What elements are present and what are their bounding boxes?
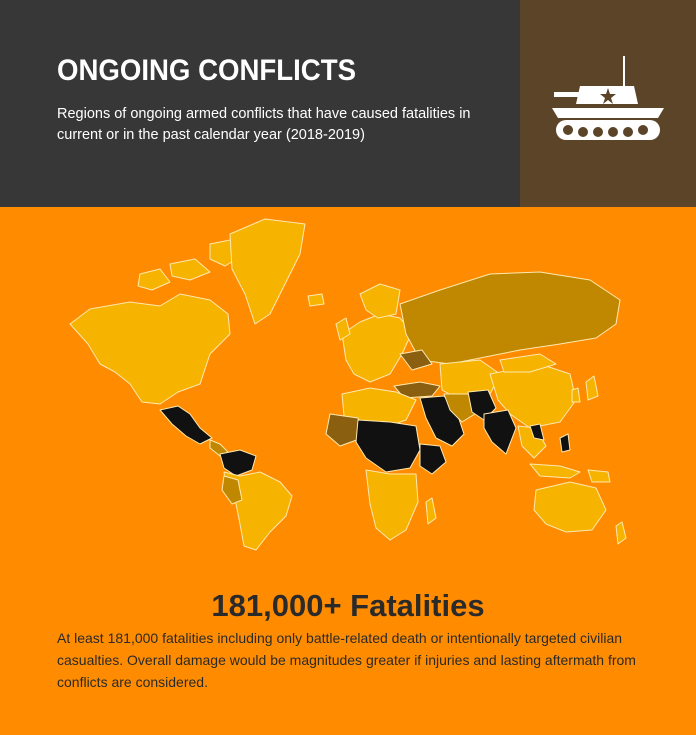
russia [400,272,620,364]
page-title: ONGOING CONFLICTS [57,54,356,87]
world-map [60,214,630,554]
india [484,410,516,454]
europe [342,314,412,382]
central-africa [356,420,420,472]
australia [534,482,606,532]
north-america [70,294,230,404]
fatalities-description: At least 181,000 fatalities including only battle-related death or intentionally targeted civilian casualties. Overall damage would be magnitudes greater if injuries and lasting aftermath from conflicts are considered. [57,630,636,690]
header-title-panel [0,0,520,207]
tank-icon [548,56,668,146]
page-subtitle: Regions of ongoing armed conflicts that have caused fatalities in current or in the past calendar year (2018-2019) [57,106,471,143]
fatalities-headline: 181,000+ Fatalities [211,588,485,623]
southern-africa [366,470,418,540]
greenland [230,219,305,324]
mexico [160,406,212,444]
header [0,0,696,207]
